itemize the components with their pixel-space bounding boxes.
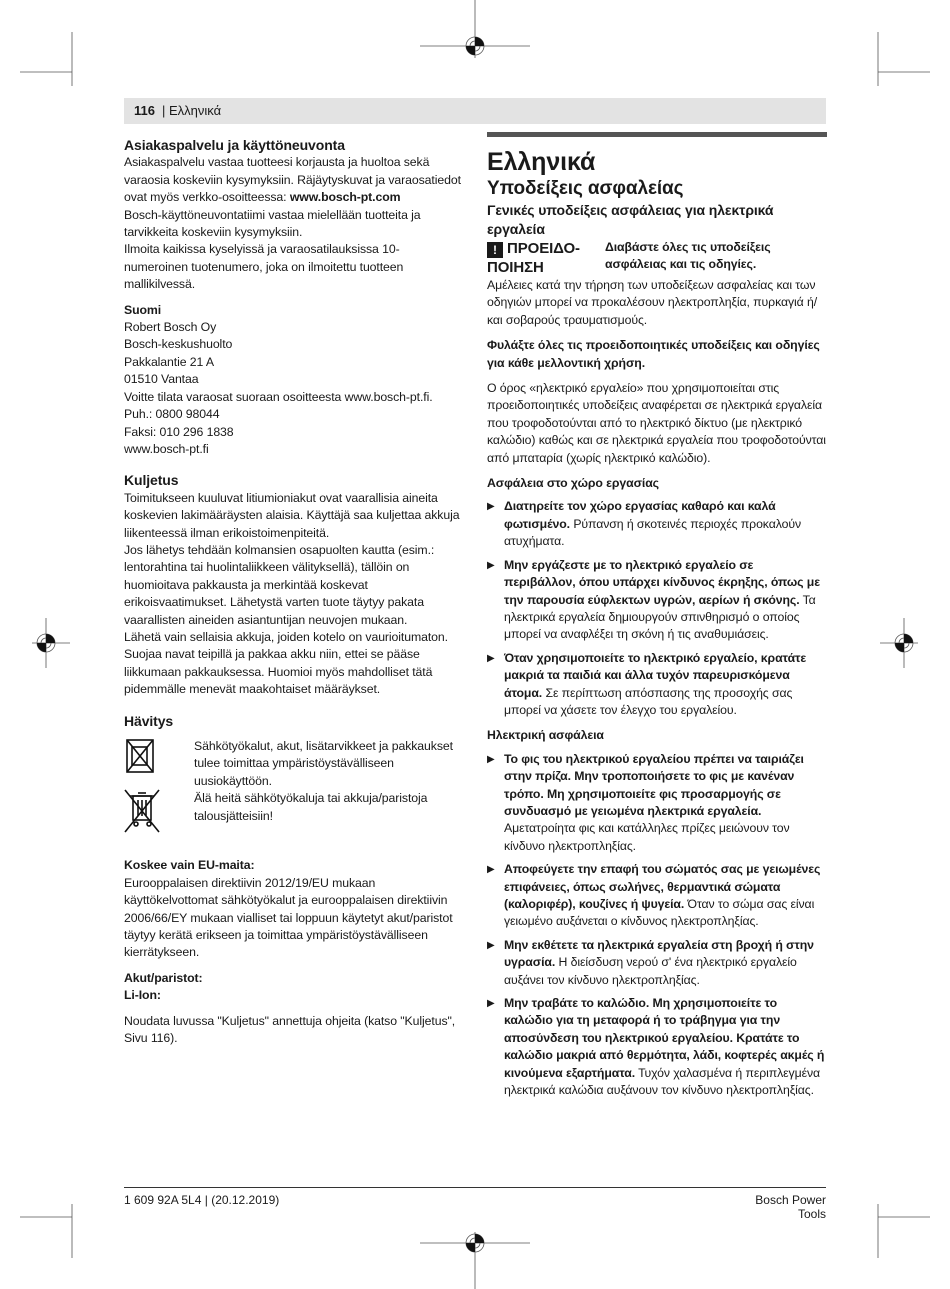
disposal-block <box>124 738 461 843</box>
list-item <box>487 995 827 1099</box>
warning-label-text: ΠΡΟΕΙΔΟ-ΠΟΙΗΣΗ <box>487 240 580 276</box>
item-bold: Όταν χρησιμοποιείτε το ηλεκτρικό εργαλείο, κρατάτε μακριά τα παιδιά και άλλα τυχόν παρευρισκόμενα άτομα. <box>504 650 807 700</box>
disposal-paragraph: Älä heitä sähkötyökaluja tai akkuja/paristoja talousjätteisiin! <box>194 791 428 823</box>
list-item <box>487 751 827 855</box>
item-text: Όταν το σώμα σας είναι γειωμένο αυξάνεται ο κίνδυνος ηλεκτροπληξίας. <box>504 897 815 929</box>
list-item <box>487 498 827 550</box>
transport-paragraph: Toimitukseen kuuluvat litiumioniakut ovat vaarallisia aineita koskevien lakimääräysten alaisia. Käyttäjä saa kuljettaa akkuja liikenteessä ilman erikoistoimenpiteitä. <box>124 490 460 540</box>
item-bold: Μην εκθέτετε τα ηλεκτρικά εργαλεία στη βροχή ή στην υγρασία. <box>504 937 814 970</box>
item-bold: Διατηρείτε τον χώρο εργασίας καθαρό και καλά φωτισμένο. <box>504 499 776 531</box>
advice-team-paragraph: Bosch-käyttöneuvontatiimi vastaa mielellään tuotteita ja tarvikkeita koskeviin kysymyksiin. <box>124 207 421 240</box>
item-text: Αμετατροίητα φις και κατάλληλες πρίζες μειώνουν τον κίνδυνο ηλεκτροπληξίας. <box>504 821 790 853</box>
header-language: | Ελληνικά <box>162 103 222 118</box>
item-text: Σε περίπτωση απόσπασης της προσοχής σας μπορεί να χάσετε τον έλεγχο του εργαλείου. <box>504 685 793 717</box>
address-line: 01510 Vantaa <box>124 372 199 387</box>
bullet-arrow-icon: ▶ <box>487 559 495 571</box>
warning-text: Αμέλειες κατά την τήρηση των υποδείξεων ασφαλείας και των οδηγιών μπορεί να προκαλέσουν ηλεκτροπληξία, πυρκαγιά ή/και σοβαρούς τραυματισμούς. <box>487 278 818 327</box>
footer-doc-number: 1 609 92A 5L4 | (20.12.2019) <box>124 1193 280 1207</box>
disposal-text <box>194 738 461 843</box>
page-number: 116 <box>134 103 155 118</box>
item-text: Τυχόν χαλασμένα ή περιπλεγμένα ηλεκτρικά καλώδια αυξάνουν τον κίνδυνο ηλεκτροπληξίας. <box>504 1065 821 1098</box>
liion-title: Li-Ion: <box>124 988 161 1003</box>
website-link[interactable]: www.bosch-pt.fi <box>124 441 209 456</box>
liion-paragraph: Noudata luvussa "Kuljetus" annettuja ohjeita (katso "Kuljetus", Sivu 116). <box>124 1013 456 1046</box>
warning-bold: Διαβάστε όλες τις υποδείξεις ασφάλειας και τις οδηγίες. <box>605 240 771 272</box>
fax-line: Faksi: 010 296 1838 <box>124 424 234 439</box>
eu-paragraph: Eurooppalaisen direktiivin 2012/19/EU mukaan käyttökelvottomat sähkötyökalut ja eurooppalaisen direktiivin 2006/66/EY mukaan vialliset tai loppuun käytetyt akut/paristot täytyy kerätä erikseen ja toimittaa ympäristöystävälliseen kierrätykseen. <box>124 875 453 960</box>
section-title: Ελληνικά <box>487 148 596 176</box>
work-area-title: Ασφάλεια στο χώρο εργασίας <box>487 476 659 491</box>
bullet-arrow-icon: ▶ <box>487 501 495 513</box>
recycling-symbols-icon <box>124 738 164 838</box>
phone-line: Puh.: 0800 98044 <box>124 407 220 422</box>
warning-label <box>487 239 605 277</box>
warning-triangle-icon: ! <box>487 242 503 258</box>
transport-title: Kuljetus <box>124 472 179 489</box>
disposal-icons <box>124 738 194 843</box>
item-bold: Αποφεύγετε την επαφή του σώματός σας με γειωμένες επιφάνειες, όπως σωλήνες, θερμαντικά σώματα (καλοριφέρ), κουζίνες ή ψυγεία. <box>504 862 821 911</box>
term-paragraph: Ο όρος «ηλεκτρικό εργαλείο» που χρησιμοποιείται στις προειδοποιητικές υποδείξεις αναφέρεται σε ηλεκτρικά εργαλεία που τροφοδοτούνται από το ηλεκτρικό δίκτυο (με ηλεκτρικό καλώδιο) καθώς και σε ηλεκτρικά εργαλεία που τροφοδοτούνται από μπαταρία (χωρίς ηλεκτρικό καλώδιο). <box>487 381 826 465</box>
safety-title: Υποδείξεις ασφαλείας <box>487 178 684 199</box>
item-text: Ρύπανση ή σκοτεινές περιοχές προκαλούν ατυχήματα. <box>504 516 801 549</box>
customer-service-title: Asiakaspalvelu ja käyttöneuvonta <box>124 137 345 153</box>
keep-instructions: Φυλάξτε όλες τις προειδοποιητικές υποδείξεις και οδηγίες για κάθε μελλοντική χρήση. <box>487 338 820 370</box>
address-line: Voitte tilata varaosat suoraan osoitteesta www.bosch-pt.fi. <box>124 389 433 404</box>
item-bold: Μην τραβάτε το καλώδιο. Μη χρησιμοποιείτε το καλώδιο για τη μεταφορά ή το τράβηγμα για την αποσύνδεση του ηλεκτρικού εργαλείου. Κρατάτε το καλώδιο μακριά από θερμότητα, λάδι, κοφτερές ακμές ή κινούμενα εξαρτήματα. <box>504 996 825 1080</box>
disposal-title: Hävitys <box>124 712 174 729</box>
warning-head <box>605 239 827 277</box>
address-line: Pakkalantie 21 A <box>124 354 215 369</box>
item-text: Η διείσδυση νερού σ' ένα ηλεκτρικό εργαλείο αυξάνει τον κίνδυνο ηλεκτροπληξίας. <box>504 955 797 987</box>
footer-brand: Bosch Power Tools <box>755 1193 826 1221</box>
bullet-arrow-icon: ▶ <box>487 864 495 876</box>
address-line: Robert Bosch Oy <box>124 320 217 335</box>
item-bold: Το φις του ηλεκτρικού εργαλείου πρέπει να ταιριάζει στην πρίζα. Μην τροποποιήσετε το φις με κανέναν τρόπο. Μη χρησιμοποιείτε φις προσαρμογής σε συνδυασμό με γειωμένα ηλεκτρικά εργαλεία. <box>504 751 804 818</box>
bullet-arrow-icon: ▶ <box>487 939 495 951</box>
footer-rule <box>124 1187 826 1188</box>
list-item <box>487 650 827 720</box>
page-header <box>124 98 826 124</box>
transport-paragraph: Jos lähetys tehdään kolmansien osapuolten kautta (esim.: lentorahtina tai huolintaliikkeen välityksellä), tällöin on huomioitava pakkausta ja merkintää koskevat erikoisvaatimukset. Lähetystä varten tuote täytyy pakata vaarallisten aineiden asiantuntijan neuvojen mukaan. <box>124 542 435 627</box>
country-label: Suomi <box>124 302 162 317</box>
bullet-arrow-icon: ▶ <box>487 998 495 1010</box>
address-line: Bosch-keskushuolto <box>124 337 233 352</box>
eu-title: Koskee vain EU-maita: <box>124 858 255 873</box>
batteries-title: Akut/paristot: <box>124 970 203 985</box>
section-top-rule <box>487 132 827 137</box>
warning-block <box>487 239 827 277</box>
right-column <box>487 132 827 1099</box>
disposal-paragraph: Sähkötyökalut, akut, lisätarvikkeet ja pakkaukset tulee toimittaa ympäristöystävälliseen uusiokäyttöön. <box>194 739 453 788</box>
general-safety-title: Γενικές υποδείξεις ασφάλειας για ηλεκτρικά εργαλεία <box>487 202 774 237</box>
customer-service-paragraph <box>124 154 461 206</box>
transport-paragraph: Lähetä vain sellaisia akkuja, joiden kotelo on vaurioitumaton. Suojaa navat teipillä ja pakkaa akku niin, ettei se pääse liikkumaan pakkauksessa. Huomioi myös mahdolliset tätä pidemmälle menevät maakohtaiset määräykset. <box>124 629 448 697</box>
item-bold: Μην εργάζεστε με το ηλεκτρικό εργαλείο σε περιβάλλον, όπου υπάρχει κίνδυνος έκρηξης, όπως με την παρουσία εύφλεκτων υγρών, αερίων ή σκόνης. <box>504 557 820 607</box>
list-item <box>487 937 827 989</box>
cs-text: Asiakaspalvelu vastaa tuotteesi korjausta ja huoltoa sekä varaosia koskeviin kysymyksiin. Räjäytyskuvat ja varaosatiedot ovat myös verkko-osoitteessa: <box>124 155 461 205</box>
item-text: Τα ηλεκτρικά εργαλεία δημιουργούν σπινθηρισμό ο οποίος μπορεί να αναφλέξει τη σκόνη ή τις αναθυμιάσεις. <box>504 592 816 642</box>
part-number-paragraph: Ilmoita kaikissa kyselyissä ja varaosatilauksissa 10-numeroinen tuotenumero, joka on ilmoitettu tuotteen mallikilvessä. <box>124 242 404 292</box>
bullet-arrow-icon: ▶ <box>487 753 495 765</box>
list-item <box>487 861 827 931</box>
bullet-arrow-icon: ▶ <box>487 652 495 664</box>
bosch-link[interactable]: www.bosch-pt.com <box>289 190 401 205</box>
left-column <box>124 137 461 1047</box>
electrical-title: Ηλεκτρική ασφάλεια <box>487 728 604 743</box>
list-item <box>487 557 827 644</box>
